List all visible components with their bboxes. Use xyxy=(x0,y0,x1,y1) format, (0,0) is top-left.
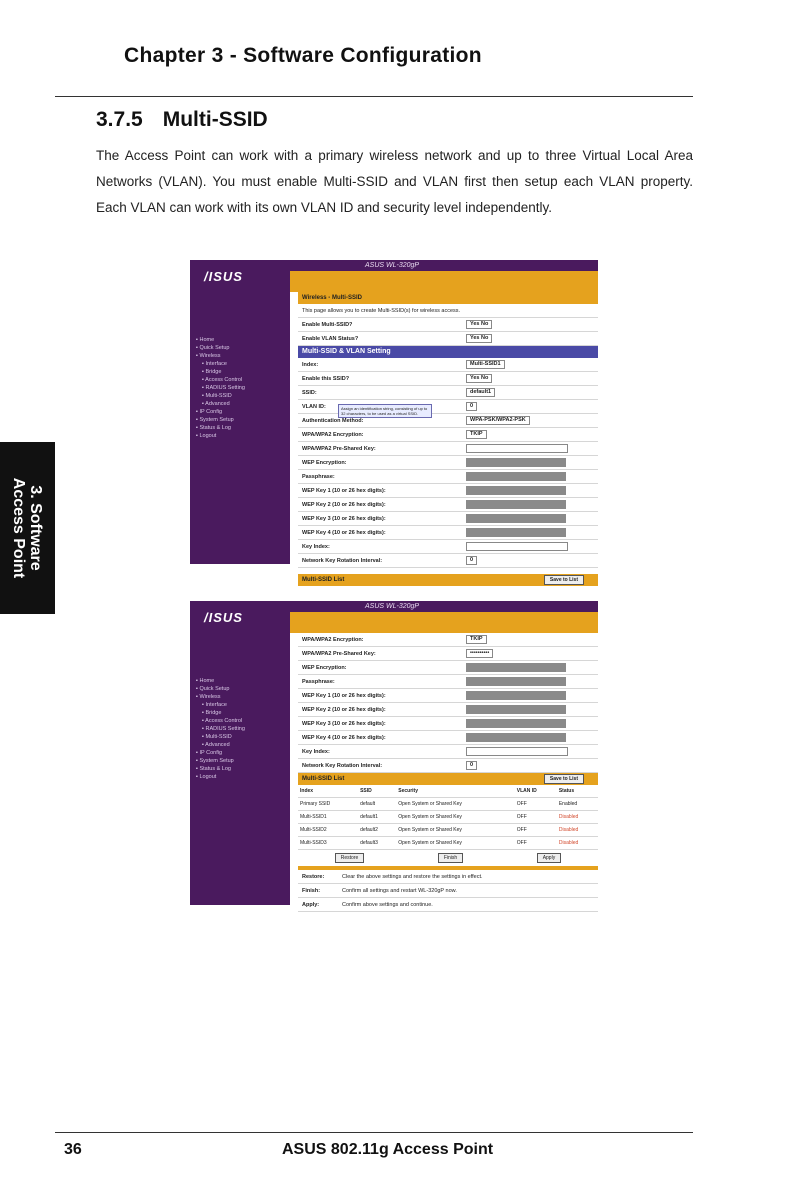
form-value[interactable] xyxy=(466,761,598,770)
menu-item[interactable]: ▪ Advanced xyxy=(202,742,230,748)
menu-item[interactable]: ▪ RADIUS Setting xyxy=(202,385,245,391)
form-value[interactable] xyxy=(466,416,598,425)
help-row xyxy=(298,898,598,912)
form-value[interactable] xyxy=(466,472,598,481)
screenshot-accent-bar xyxy=(290,612,598,633)
list-header: Multi-SSID List Save to List xyxy=(298,773,598,785)
form-row xyxy=(298,318,598,332)
form-row xyxy=(298,675,598,689)
form-label: WEP Key 4 (10 or 26 hex digits): xyxy=(302,734,386,741)
menu-item[interactable]: ▪ Bridge xyxy=(202,369,222,375)
table-cell: Disabled xyxy=(557,811,598,824)
form-value[interactable] xyxy=(466,747,598,756)
table-cell: Open System or Shared Key xyxy=(396,837,515,850)
table-cell: Disabled xyxy=(557,824,598,837)
menu-item[interactable]: ▪ Logout xyxy=(196,433,217,439)
table-cell: Enabled xyxy=(557,798,598,811)
model-name: ASUS WL-320gP xyxy=(365,262,420,269)
menu-item[interactable]: ▪ IP Config xyxy=(196,750,223,756)
form-row xyxy=(298,512,598,526)
field-input[interactable]: •••••••••• xyxy=(466,649,493,658)
chapter-title: Chapter 3 - Software Configuration xyxy=(124,44,482,67)
table-cell: default xyxy=(358,798,396,811)
menu-item[interactable]: ▪ Status & Log xyxy=(196,766,231,772)
form-row xyxy=(298,386,598,400)
table-cell: Open System or Shared Key xyxy=(396,824,515,837)
form-value[interactable] xyxy=(466,360,598,369)
tooltip: Assign an identification string, consisting of up to 32 characters, to be used as a virtual SSID. xyxy=(338,404,432,418)
table-cell: default1 xyxy=(358,811,396,824)
form-row xyxy=(298,428,598,442)
help-text: Clear the above settings and restore the settings in effect. xyxy=(342,873,483,880)
disabled-field xyxy=(466,486,566,495)
footer-title: ASUS 802.11g Access Point xyxy=(282,1141,494,1158)
form-label: WEP Encryption: xyxy=(302,459,347,466)
form-value[interactable] xyxy=(466,388,598,397)
form-label: WEP Key 3 (10 or 26 hex digits): xyxy=(302,515,386,522)
form-value[interactable] xyxy=(466,635,598,644)
form-row xyxy=(298,442,598,456)
save-to-list-button[interactable]: Save to List xyxy=(544,774,584,784)
menu-item[interactable]: ▪ Access Control xyxy=(202,377,243,383)
menu-item[interactable]: ▪ Status & Log xyxy=(196,425,231,431)
form-value[interactable] xyxy=(466,486,598,495)
help-label: Finish: xyxy=(302,887,321,894)
form-value[interactable] xyxy=(466,320,598,329)
form-label: Enable VLAN Status? xyxy=(302,335,359,342)
form-value[interactable] xyxy=(466,334,598,343)
menu-item[interactable]: ▪ Interface xyxy=(202,702,227,708)
form-label: Authentication Method: xyxy=(302,417,364,424)
table-header: VLAN ID xyxy=(515,785,557,798)
form-row xyxy=(298,526,598,540)
form-row xyxy=(298,633,598,647)
screenshot-subheader: Multi-SSID & VLAN Setting xyxy=(298,346,598,358)
form-label: WEP Key 2 (10 or 26 hex digits): xyxy=(302,501,386,508)
form-label: Index: xyxy=(302,361,319,368)
screenshot-header: Wireless - Multi-SSID xyxy=(298,292,598,304)
form-value[interactable] xyxy=(466,719,598,728)
screenshot-menu xyxy=(196,677,245,781)
form-value[interactable] xyxy=(466,528,598,537)
field-input[interactable]: Yes No xyxy=(466,334,492,343)
model-name: ASUS WL-320gP xyxy=(365,603,420,610)
form-label: WEP Key 1 (10 or 26 hex digits): xyxy=(302,692,386,699)
table-cell: OFF xyxy=(515,837,557,850)
disabled-field xyxy=(466,663,566,672)
form-row xyxy=(298,759,598,773)
form-value[interactable] xyxy=(466,444,598,453)
form-label: WEP Key 4 (10 or 26 hex digits): xyxy=(302,529,386,536)
section-title: Multi-SSID xyxy=(162,108,268,131)
menu-item[interactable]: ▪ Wireless xyxy=(196,353,221,359)
menu-item[interactable]: ▪ Home xyxy=(196,337,215,343)
disabled-field xyxy=(466,719,566,728)
disabled-field xyxy=(466,458,566,467)
table-cell: OFF xyxy=(515,798,557,811)
side-tab xyxy=(0,442,55,614)
form-row xyxy=(298,731,598,745)
form-value[interactable] xyxy=(466,542,598,551)
field-input[interactable]: Yes No xyxy=(466,320,492,329)
field-input[interactable]: TKIP xyxy=(466,635,487,644)
form-row xyxy=(298,703,598,717)
form-label: Enable Multi-SSID? xyxy=(302,321,353,328)
form-label: Network Key Rotation Interval: xyxy=(302,557,383,564)
form-label: Passphrase: xyxy=(302,473,335,480)
table-cell: default2 xyxy=(358,824,396,837)
form-label: WPA/WPA2 Encryption: xyxy=(302,431,364,438)
help-label: Restore: xyxy=(302,873,325,880)
table-cell: OFF xyxy=(515,811,557,824)
form-row xyxy=(298,372,598,386)
form-row xyxy=(298,456,598,470)
table-cell: Primary SSID xyxy=(298,798,358,811)
apply-button[interactable]: Apply xyxy=(537,853,562,863)
form-row xyxy=(298,661,598,675)
menu-item[interactable]: ▪ Interface xyxy=(202,361,227,367)
form-value[interactable] xyxy=(466,705,598,714)
menu-item[interactable]: ▪ Multi-SSID xyxy=(202,393,232,399)
form-label: Key Index: xyxy=(302,543,330,550)
form-value[interactable] xyxy=(466,677,598,686)
table-row[interactable] xyxy=(298,811,598,824)
list-header: Multi-SSID List Save to List xyxy=(298,574,598,586)
body-paragraph: The Access Point can work with a primary wireless network and up to three Virtual Local Area Networks (VLAN). You must enable Multi-SSID and VLAN first then setup each VLAN property. Each VLAN can work with its own VLAN ID and security level independently. xyxy=(96,148,693,215)
form-label: WEP Key 3 (10 or 26 hex digits): xyxy=(302,720,386,727)
table-cell: Open System or Shared Key xyxy=(396,798,515,811)
menu-item[interactable]: ▪ System Setup xyxy=(196,417,234,423)
disabled-field xyxy=(466,705,566,714)
form-label: SSID: xyxy=(302,389,317,396)
disabled-field xyxy=(466,500,566,509)
multi-ssid-table xyxy=(298,785,598,850)
menu-item[interactable]: ▪ Home xyxy=(196,678,215,684)
section-heading xyxy=(96,108,268,132)
form-label: Enable this SSID? xyxy=(302,375,350,382)
side-tab-line2: Access Point xyxy=(10,477,27,579)
header-rule xyxy=(55,96,693,97)
form-label: WEP Encryption: xyxy=(302,664,347,671)
finish-button[interactable]: Finish xyxy=(438,853,463,863)
form-value[interactable] xyxy=(466,733,598,742)
table-cell: Multi-SSID1 xyxy=(298,811,358,824)
help-text: Confirm above settings and continue. xyxy=(342,901,433,908)
form-row xyxy=(298,689,598,703)
screenshot-multi-ssid-list xyxy=(190,601,598,908)
field-input[interactable]: WPA-PSK/WPA2-PSK xyxy=(466,416,530,425)
form-label: WPA/WPA2 Pre-Shared Key: xyxy=(302,650,376,657)
menu-item[interactable]: ▪ Logout xyxy=(196,774,217,780)
form-row xyxy=(298,554,598,568)
field-input[interactable]: default1 xyxy=(466,388,495,397)
section-number: 3.7.5 xyxy=(96,108,143,131)
field-input[interactable] xyxy=(466,444,568,453)
menu-item[interactable]: ▪ Access Control xyxy=(202,718,243,724)
form-value[interactable] xyxy=(466,691,598,700)
disabled-field xyxy=(466,691,566,700)
table-cell: default3 xyxy=(358,837,396,850)
form-value[interactable] xyxy=(466,374,598,383)
disabled-field xyxy=(466,733,566,742)
table-header: Status xyxy=(557,785,598,798)
disabled-field xyxy=(466,514,566,523)
form-row xyxy=(298,332,598,346)
table-cell: Open System or Shared Key xyxy=(396,811,515,824)
table-cell: OFF xyxy=(515,824,557,837)
table-cell: Multi-SSID3 xyxy=(298,837,358,850)
save-to-list-button[interactable]: Save to List xyxy=(544,575,584,585)
field-input[interactable]: Yes No xyxy=(466,374,492,383)
form-value[interactable] xyxy=(466,514,598,523)
asus-logo: /ISUS xyxy=(204,269,243,284)
field-input[interactable]: 0 xyxy=(466,402,477,411)
page-number: 36 xyxy=(64,1141,82,1158)
table-row[interactable] xyxy=(298,824,598,837)
field-input[interactable]: 0 xyxy=(466,556,477,565)
menu-item[interactable]: ▪ IP Config xyxy=(196,409,223,415)
form-value[interactable] xyxy=(466,500,598,509)
form-label: Key Index: xyxy=(302,748,330,755)
form-row xyxy=(298,470,598,484)
form-value[interactable] xyxy=(466,556,598,565)
footer-rule xyxy=(55,1132,693,1133)
help-row xyxy=(298,870,598,884)
menu-item[interactable]: ▪ RADIUS Setting xyxy=(202,726,245,732)
form-value[interactable] xyxy=(466,402,598,411)
disabled-field xyxy=(466,528,566,537)
menu-item[interactable]: ▪ Quick Setup xyxy=(196,686,230,692)
form-value[interactable] xyxy=(466,663,598,672)
menu-item[interactable]: ▪ Multi-SSID xyxy=(202,734,232,740)
restore-button[interactable]: Restore xyxy=(335,853,365,863)
field-input[interactable] xyxy=(466,542,568,551)
form-row xyxy=(298,717,598,731)
asus-logo: /ISUS xyxy=(204,610,243,625)
form-label: VLAN ID: xyxy=(302,403,326,410)
form-label: WPA/WPA2 Encryption: xyxy=(302,636,364,643)
form-row xyxy=(298,647,598,661)
screenshot-sidebar xyxy=(190,292,290,564)
screenshot-content xyxy=(298,633,598,908)
form-label: Network Key Rotation Interval: xyxy=(302,762,383,769)
table-cell: Multi-SSID2 xyxy=(298,824,358,837)
field-input[interactable]: 0 xyxy=(466,761,477,770)
form-label: Passphrase: xyxy=(302,678,335,685)
menu-item[interactable]: ▪ Wireless xyxy=(196,694,221,700)
table-header: Security xyxy=(396,785,515,798)
menu-item[interactable]: ▪ System Setup xyxy=(196,758,234,764)
form-value[interactable] xyxy=(466,458,598,467)
table-row[interactable] xyxy=(298,798,598,811)
form-row xyxy=(298,745,598,759)
form-value[interactable] xyxy=(466,430,598,439)
side-tab-line1: 3. Software xyxy=(27,485,44,571)
table-row[interactable] xyxy=(298,837,598,850)
screenshot-accent-bar xyxy=(290,271,598,292)
disabled-field xyxy=(466,677,566,686)
field-input[interactable]: Multi-SSID1 xyxy=(466,360,505,369)
form-label: WEP Key 2 (10 or 26 hex digits): xyxy=(302,706,386,713)
menu-item[interactable]: ▪ Quick Setup xyxy=(196,345,230,351)
help-label: Apply: xyxy=(302,901,320,908)
form-value[interactable] xyxy=(466,649,598,658)
form-label: WPA/WPA2 Pre-Shared Key: xyxy=(302,445,376,452)
field-input[interactable] xyxy=(466,747,568,756)
form-row xyxy=(298,540,598,554)
screenshot-content xyxy=(298,292,598,583)
table-header: SSID xyxy=(358,785,396,798)
screenshot-intro: This page allows you to create Multi-SSID(s) for wireless access. xyxy=(298,304,598,318)
form-row xyxy=(298,358,598,372)
field-input[interactable]: TKIP xyxy=(466,430,487,439)
help-text: Confirm all settings and restart WL-320gP now. xyxy=(342,887,457,894)
screenshot-multi-ssid-setting xyxy=(190,260,598,583)
form-row xyxy=(298,498,598,512)
help-row xyxy=(298,884,598,898)
menu-item[interactable]: ▪ Advanced xyxy=(202,401,230,407)
screenshot-menu xyxy=(196,336,245,440)
menu-item[interactable]: ▪ Bridge xyxy=(202,710,222,716)
table-header: Index xyxy=(298,785,358,798)
table-cell: Disabled xyxy=(557,837,598,850)
form-label: WEP Key 1 (10 or 26 hex digits): xyxy=(302,487,386,494)
form-row xyxy=(298,484,598,498)
screenshot-sidebar xyxy=(190,633,290,905)
disabled-field xyxy=(466,472,566,481)
